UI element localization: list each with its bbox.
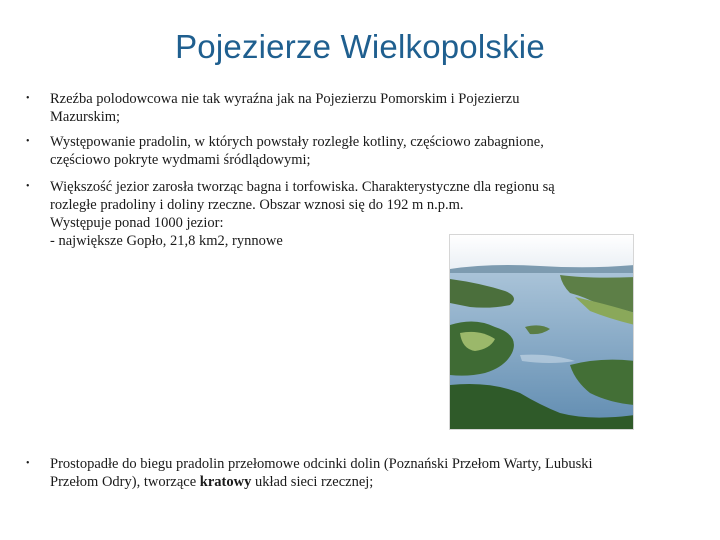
lake-landscape-photo — [449, 234, 634, 430]
bullet-line: Występuje ponad 1000 jezior: — [50, 215, 224, 231]
bullet-text — [50, 90, 670, 126]
lake-landscape-icon — [450, 235, 634, 430]
bullet-line-part: układ sieci rzecznej; — [251, 474, 374, 490]
bullet-marker: • — [26, 136, 30, 147]
bullet-marker: • — [26, 458, 30, 469]
bullet-line: Prostopadłe do biegu pradolin przełomowe odcinki dolin (Poznański Przełom Warty, Lubuski — [50, 456, 593, 472]
bullet-marker: • — [26, 181, 30, 192]
bullet-line: Rzeźba polodowcowa nie tak wyraźna jak na Pojezierzu Pomorskim i Pojezierzu — [50, 91, 520, 107]
bullet-line: Mazurskim; — [50, 109, 121, 125]
bold-term: kratowy — [199, 474, 252, 490]
bullet-line: rozległe pradoliny i doliny rzeczne. Obszar wznosi się do 192 m n.p.m. — [50, 197, 464, 213]
bullet-line-part: Przełom Odry), tworzące — [50, 474, 200, 490]
bullet-text — [50, 455, 670, 491]
bullet-line: częściowo pokryte wydmami śródlądowymi; — [50, 152, 311, 168]
slide-title: Pojezierze Wielkopolskie — [175, 28, 545, 65]
bullet-marker: • — [26, 93, 30, 104]
bullet-line: - największe Gopło, 21,8 km2, rynnowe — [50, 233, 283, 249]
bullet-line: Większość jezior zarosła tworząc bagna i torfowiska. Charakterystyczne dla regionu są — [50, 179, 555, 195]
bullet-text — [50, 133, 670, 169]
bullet-line — [50, 473, 670, 491]
bullet-line: Występowanie pradolin, w których powstały rozległe kotliny, częściowo zabagnione, — [50, 134, 544, 150]
